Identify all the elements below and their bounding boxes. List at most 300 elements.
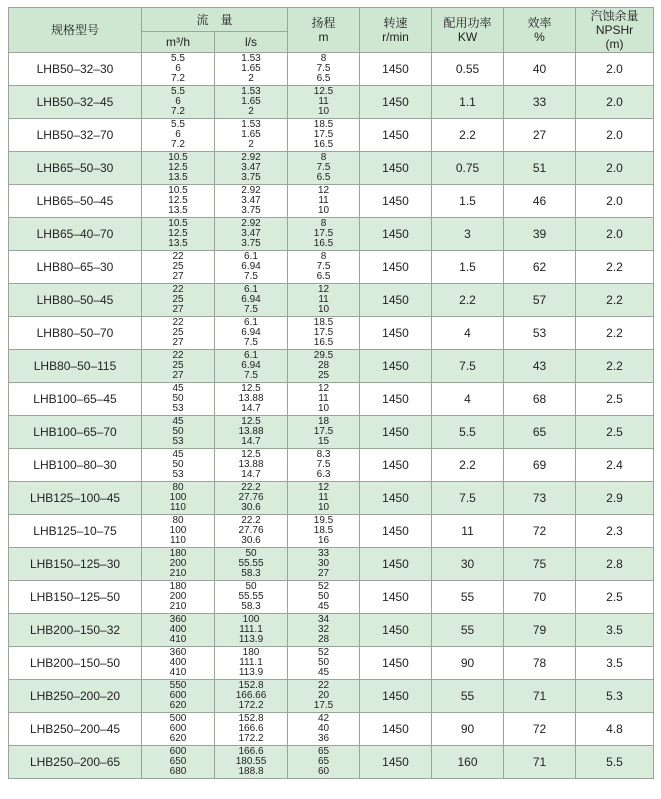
flow-m3h-cell	[142, 284, 215, 317]
table-row	[9, 713, 654, 746]
npsh-cell: 2.0	[576, 152, 654, 185]
efficiency-cell: 79	[504, 614, 576, 647]
header-speed-label: 转速	[383, 16, 408, 30]
pump-spec-table	[8, 7, 654, 779]
flow-m3h-cell	[142, 515, 215, 548]
model-cell: LHB250–200–20	[9, 680, 142, 713]
model-cell: LHB80–50–70	[9, 317, 142, 350]
flow-ls-cell-value: 2	[248, 73, 254, 84]
flow-ls-cell-value: 6.1	[244, 350, 258, 361]
flow-m3h-cell-value: 180	[169, 548, 187, 559]
power-cell: 1.5	[432, 185, 504, 218]
head-cell	[288, 86, 360, 119]
model-cell: LHB200–150–32	[9, 614, 142, 647]
efficiency-cell: 72	[504, 713, 576, 746]
flow-m3h-cell-value: 600	[169, 746, 187, 757]
flow-ls-cell-value: 152.8	[238, 713, 264, 724]
flow-ls-cell-value: 12.5	[241, 449, 261, 460]
head-cell	[288, 548, 360, 581]
npsh-cell: 3.5	[576, 614, 654, 647]
head-cell-value: 12	[317, 185, 330, 196]
flow-m3h-cell-value: 650	[169, 756, 187, 767]
header-npsh-abbr: NPSHr	[595, 23, 634, 37]
head-cell	[288, 680, 360, 713]
power-cell: 4	[432, 383, 504, 416]
flow-m3h-cell-value: 5.5	[171, 86, 185, 97]
table-row	[9, 581, 654, 614]
flow-m3h-cell	[142, 53, 215, 86]
speed-cell: 1450	[360, 152, 432, 185]
power-cell: 90	[432, 713, 504, 746]
efficiency-cell: 46	[504, 185, 576, 218]
flow-ls-cell-value: 1.65	[241, 63, 261, 74]
flow-m3h-cell-value: 53	[172, 469, 184, 480]
flow-ls-cell-value: 2.92	[241, 218, 261, 229]
flow-m3h-cell-value: 22	[172, 284, 184, 295]
flow-m3h-cell	[142, 746, 215, 779]
table-row	[9, 185, 654, 218]
power-cell: 4	[432, 317, 504, 350]
head-cell-value: 65	[317, 756, 330, 767]
flow-ls-cell-value: 6.94	[241, 294, 261, 305]
flow-m3h-cell-value: 500	[169, 713, 187, 724]
table-row	[9, 119, 654, 152]
head-cell	[288, 449, 360, 482]
flow-m3h-cell-value: 22	[172, 317, 184, 328]
speed-cell: 1450	[360, 647, 432, 680]
flow-m3h-cell	[142, 548, 215, 581]
flow-ls-cell-value: 180.55	[235, 756, 267, 767]
head-cell-value: 12.5	[313, 86, 334, 97]
header-head-unit: m	[318, 30, 329, 44]
power-cell: 1.1	[432, 86, 504, 119]
flow-m3h-cell-value: 200	[169, 591, 187, 602]
speed-cell: 1450	[360, 482, 432, 515]
flow-ls-cell-value: 1.53	[241, 53, 261, 64]
head-cell-value: 17.5	[313, 228, 334, 239]
table-row	[9, 449, 654, 482]
flow-ls-cell-value: 3.75	[241, 205, 261, 216]
flow-ls-cell-value: 13.88	[238, 426, 264, 437]
flow-m3h-cell-value: 25	[172, 360, 184, 371]
flow-ls-cell-value: 180	[242, 647, 260, 658]
head-cell-value: 12	[317, 383, 330, 394]
npsh-cell: 2.0	[576, 218, 654, 251]
efficiency-cell: 71	[504, 680, 576, 713]
efficiency-cell: 69	[504, 449, 576, 482]
flow-m3h-cell	[142, 119, 215, 152]
flow-m3h-cell-value: 10.5	[168, 218, 188, 229]
efficiency-cell: 43	[504, 350, 576, 383]
flow-m3h-cell-value: 400	[169, 624, 187, 635]
head-cell-value: 60	[317, 766, 330, 777]
power-cell: 2.2	[432, 284, 504, 317]
npsh-cell: 2.0	[576, 119, 654, 152]
flow-m3h-cell-value: 110	[170, 535, 186, 546]
flow-ls-cell-value: 7.5	[244, 370, 258, 381]
head-cell-value: 7.5	[316, 63, 331, 74]
flow-ls-cell	[215, 152, 288, 185]
model-cell: LHB50–32–70	[9, 119, 142, 152]
flow-m3h-cell-value: 5.5	[171, 53, 185, 64]
model-cell: LHB250–200–65	[9, 746, 142, 779]
head-cell	[288, 350, 360, 383]
header-speed	[360, 8, 432, 53]
efficiency-cell: 70	[504, 581, 576, 614]
flow-m3h-cell-value: 680	[169, 766, 187, 777]
flow-m3h-cell-value: 550	[169, 680, 187, 691]
head-cell-value: 20	[317, 690, 330, 701]
flow-m3h-cell-value: 25	[172, 294, 184, 305]
power-cell: 55	[432, 680, 504, 713]
efficiency-cell: 62	[504, 251, 576, 284]
head-cell	[288, 515, 360, 548]
speed-cell: 1450	[360, 515, 432, 548]
flow-m3h-cell-value: 50	[172, 426, 184, 437]
table-row	[9, 383, 654, 416]
head-cell	[288, 284, 360, 317]
head-cell-value: 42	[317, 713, 330, 724]
flow-m3h-cell	[142, 383, 215, 416]
flow-m3h-cell	[142, 350, 215, 383]
flow-ls-cell-value: 12.5	[241, 383, 261, 394]
table-row	[9, 152, 654, 185]
efficiency-cell: 33	[504, 86, 576, 119]
model-cell: LHB65–50–30	[9, 152, 142, 185]
power-cell: 0.55	[432, 53, 504, 86]
head-cell	[288, 647, 360, 680]
flow-m3h-cell	[142, 416, 215, 449]
flow-m3h-cell-value: 13.5	[168, 172, 188, 183]
head-cell	[288, 251, 360, 284]
head-cell-value: 16	[317, 535, 330, 546]
npsh-cell: 2.2	[576, 317, 654, 350]
npsh-cell: 2.2	[576, 350, 654, 383]
npsh-cell: 2.0	[576, 185, 654, 218]
table-row	[9, 482, 654, 515]
table-row	[9, 746, 654, 779]
head-cell-value: 18.5	[313, 317, 334, 328]
flow-ls-cell-value: 14.7	[241, 403, 261, 414]
flow-m3h-cell-value: 25	[172, 327, 184, 338]
table-row	[9, 614, 654, 647]
flow-m3h-cell-value: 200	[169, 558, 187, 569]
flow-m3h-cell-value: 13.5	[168, 238, 188, 249]
npsh-cell: 2.3	[576, 515, 654, 548]
head-cell-value: 11	[318, 393, 329, 404]
head-cell-value: 16.5	[313, 238, 334, 249]
head-cell-value: 8	[320, 251, 327, 262]
power-cell: 7.5	[432, 482, 504, 515]
header-head-label: 扬程	[311, 16, 336, 30]
flow-ls-cell-value: 2.92	[241, 152, 261, 163]
flow-m3h-cell-value: 110	[170, 502, 186, 513]
flow-ls-cell-value: 166.6	[238, 723, 264, 734]
flow-m3h-cell-value: 5.5	[171, 119, 185, 130]
head-cell-value: 8	[320, 53, 327, 64]
speed-cell: 1450	[360, 218, 432, 251]
head-cell	[288, 185, 360, 218]
flow-m3h-cell-value: 7.2	[171, 139, 185, 150]
speed-cell: 1450	[360, 350, 432, 383]
head-cell-value: 50	[317, 591, 330, 602]
header-flow-m3h: m³/h	[142, 32, 215, 53]
model-cell: LHB100–65–70	[9, 416, 142, 449]
flow-ls-cell-value: 27.76	[238, 525, 264, 536]
flow-m3h-cell	[142, 680, 215, 713]
npsh-cell: 2.5	[576, 416, 654, 449]
head-cell-value: 6.3	[316, 469, 331, 480]
flow-ls-cell	[215, 680, 288, 713]
flow-ls-cell-value: 113.9	[238, 667, 264, 678]
flow-ls-cell-value: 2.92	[241, 185, 261, 196]
head-cell-value: 16.5	[313, 139, 334, 150]
flow-m3h-cell	[142, 218, 215, 251]
flow-ls-cell	[215, 449, 288, 482]
header-flow: 流 量	[142, 8, 288, 32]
flow-m3h-cell-value: 53	[172, 436, 184, 447]
flow-m3h-cell	[142, 614, 215, 647]
flow-m3h-cell-value: 53	[172, 403, 184, 414]
table-row	[9, 284, 654, 317]
head-cell-value: 12	[317, 482, 330, 493]
head-cell-value: 52	[317, 581, 330, 592]
flow-m3h-cell	[142, 251, 215, 284]
model-cell: LHB150–125–50	[9, 581, 142, 614]
model-cell: LHB100–65–45	[9, 383, 142, 416]
npsh-cell: 2.8	[576, 548, 654, 581]
flow-ls-cell	[215, 482, 288, 515]
head-cell	[288, 581, 360, 614]
model-cell: LHB80–65–30	[9, 251, 142, 284]
head-cell-value: 40	[317, 723, 330, 734]
flow-ls-cell-value: 58.3	[241, 568, 261, 579]
head-cell-value: 8	[320, 152, 327, 163]
flow-m3h-cell-value: 45	[172, 449, 184, 460]
header-speed-unit: r/min	[382, 30, 409, 44]
head-cell-value: 11	[318, 294, 329, 305]
flow-m3h-cell-value: 45	[172, 383, 184, 394]
flow-ls-cell-value: 30.6	[241, 535, 261, 546]
npsh-cell: 4.8	[576, 713, 654, 746]
flow-m3h-cell-value: 27	[172, 370, 184, 381]
flow-m3h-cell-value: 7.2	[171, 106, 185, 117]
head-cell-value: 50	[317, 657, 330, 668]
flow-ls-cell-value: 2	[248, 139, 254, 150]
flow-ls-cell-value: 1.65	[241, 96, 261, 107]
table-row	[9, 317, 654, 350]
head-cell	[288, 317, 360, 350]
efficiency-cell: 75	[504, 548, 576, 581]
power-cell: 160	[432, 746, 504, 779]
flow-m3h-cell-value: 50	[172, 393, 184, 404]
flow-ls-cell-value: 111.1	[239, 624, 263, 635]
speed-cell: 1450	[360, 119, 432, 152]
flow-ls-cell-value: 55.55	[238, 591, 264, 602]
header-head	[288, 8, 360, 53]
table-row	[9, 86, 654, 119]
flow-ls-cell-value: 55.55	[238, 558, 264, 569]
head-cell-value: 8	[320, 218, 327, 229]
power-cell: 2.2	[432, 119, 504, 152]
header-power-unit: KW	[457, 30, 478, 44]
flow-ls-cell	[215, 119, 288, 152]
flow-ls-cell-value: 6.94	[241, 360, 261, 371]
flow-m3h-cell-value: 27	[172, 337, 184, 348]
flow-ls-cell-value: 14.7	[241, 436, 261, 447]
efficiency-cell: 73	[504, 482, 576, 515]
npsh-cell: 2.4	[576, 449, 654, 482]
head-cell	[288, 119, 360, 152]
speed-cell: 1450	[360, 251, 432, 284]
flow-m3h-cell-value: 12.5	[168, 195, 188, 206]
flow-ls-cell-value: 111.1	[239, 657, 263, 668]
table-row	[9, 53, 654, 86]
efficiency-cell: 57	[504, 284, 576, 317]
flow-ls-cell-value: 1.53	[241, 86, 261, 97]
flow-m3h-cell-value: 80	[172, 515, 184, 526]
flow-m3h-cell-value: 22	[172, 251, 184, 262]
flow-m3h-cell-value: 600	[169, 690, 187, 701]
flow-m3h-cell	[142, 317, 215, 350]
flow-m3h-cell-value: 210	[169, 568, 187, 579]
header-eff-label: 效率	[527, 16, 552, 30]
head-cell-value: 33	[317, 548, 330, 559]
efficiency-cell: 40	[504, 53, 576, 86]
speed-cell: 1450	[360, 317, 432, 350]
head-cell-value: 10	[317, 106, 330, 117]
flow-ls-cell-value: 188.8	[238, 766, 264, 777]
model-cell: LHB100–80–30	[9, 449, 142, 482]
header-npsh-unit: (m)	[605, 37, 624, 51]
speed-cell: 1450	[360, 680, 432, 713]
power-cell: 7.5	[432, 350, 504, 383]
flow-ls-cell-value: 30.6	[241, 502, 261, 513]
efficiency-cell: 72	[504, 515, 576, 548]
head-cell-value: 11	[318, 195, 329, 206]
table-row	[9, 515, 654, 548]
flow-m3h-cell-value: 620	[169, 733, 187, 744]
flow-ls-cell	[215, 317, 288, 350]
flow-ls-cell-value: 6.1	[244, 251, 258, 262]
flow-ls-cell-value: 152.8	[238, 680, 264, 691]
head-cell-value: 12	[317, 284, 330, 295]
flow-m3h-cell-value: 400	[169, 657, 187, 668]
efficiency-cell: 51	[504, 152, 576, 185]
head-cell-value: 10	[317, 502, 330, 513]
head-cell	[288, 383, 360, 416]
model-cell: LHB50–32–30	[9, 53, 142, 86]
flow-ls-cell-value: 6.1	[244, 284, 258, 295]
head-cell-value: 6.5	[316, 172, 331, 183]
flow-ls-cell-value: 14.7	[241, 469, 261, 480]
flow-ls-cell	[215, 548, 288, 581]
head-cell-value: 25	[317, 370, 330, 381]
head-cell-value: 10	[317, 205, 330, 216]
npsh-cell: 5.3	[576, 680, 654, 713]
flow-m3h-cell	[142, 185, 215, 218]
header-npsh-label: 汽蚀余量	[590, 9, 639, 23]
table-row	[9, 350, 654, 383]
head-cell	[288, 152, 360, 185]
power-cell: 11	[432, 515, 504, 548]
flow-m3h-cell	[142, 482, 215, 515]
flow-ls-cell-value: 3.47	[241, 228, 261, 239]
flow-m3h-cell-value: 12.5	[168, 228, 188, 239]
power-cell: 3	[432, 218, 504, 251]
flow-ls-cell	[215, 350, 288, 383]
flow-m3h-cell-value: 360	[169, 647, 187, 658]
efficiency-cell: 27	[504, 119, 576, 152]
head-cell-value: 7.5	[316, 459, 331, 470]
npsh-cell: 2.2	[576, 284, 654, 317]
head-cell-value: 10	[317, 403, 330, 414]
efficiency-cell: 39	[504, 218, 576, 251]
head-cell-value: 28	[317, 360, 330, 371]
flow-ls-cell-value: 3.47	[241, 195, 261, 206]
model-cell: LHB150–125–30	[9, 548, 142, 581]
head-cell-value: 17.5	[313, 700, 334, 711]
head-cell-value: 30	[317, 558, 330, 569]
efficiency-cell: 65	[504, 416, 576, 449]
flow-ls-cell	[215, 515, 288, 548]
flow-ls-cell	[215, 614, 288, 647]
flow-m3h-cell	[142, 713, 215, 746]
head-cell-value: 17.5	[313, 129, 334, 140]
flow-ls-cell-value: 7.5	[244, 304, 258, 315]
flow-ls-cell-value: 3.75	[241, 238, 261, 249]
flow-ls-cell-value: 166.6	[238, 746, 264, 757]
flow-ls-cell	[215, 416, 288, 449]
model-cell: LHB250–200–45	[9, 713, 142, 746]
head-cell-value: 7.5	[316, 261, 331, 272]
flow-ls-cell-value: 22.2	[241, 482, 261, 493]
head-cell-value: 8.3	[316, 449, 331, 460]
head-cell-value: 27	[317, 568, 330, 579]
flow-m3h-cell-value: 620	[169, 700, 187, 711]
table-row	[9, 218, 654, 251]
power-cell: 55	[432, 581, 504, 614]
flow-ls-cell-value: 6.94	[241, 327, 261, 338]
head-cell-value: 10	[317, 304, 330, 315]
flow-m3h-cell-value: 25	[172, 261, 184, 272]
flow-m3h-cell-value: 45	[172, 416, 184, 427]
head-cell-value: 11	[318, 96, 329, 107]
npsh-cell: 2.5	[576, 581, 654, 614]
flow-m3h-cell-value: 600	[169, 723, 187, 734]
head-cell-value: 15	[317, 436, 330, 447]
speed-cell: 1450	[360, 185, 432, 218]
head-cell	[288, 482, 360, 515]
flow-m3h-cell-value: 12.5	[168, 162, 188, 173]
flow-ls-cell-value: 6.94	[241, 261, 261, 272]
npsh-cell: 2.0	[576, 53, 654, 86]
flow-ls-cell	[215, 746, 288, 779]
flow-m3h-cell-value: 50	[172, 459, 184, 470]
head-cell-value: 22	[317, 680, 330, 691]
head-cell	[288, 53, 360, 86]
model-cell: LHB125–10–75	[9, 515, 142, 548]
flow-ls-cell	[215, 581, 288, 614]
speed-cell: 1450	[360, 614, 432, 647]
head-cell	[288, 416, 360, 449]
flow-m3h-cell-value: 10.5	[168, 152, 188, 163]
npsh-cell: 2.2	[576, 251, 654, 284]
flow-m3h-cell	[142, 86, 215, 119]
flow-m3h-cell-value: 22	[172, 350, 184, 361]
flow-ls-cell-value: 50	[245, 581, 257, 592]
flow-m3h-cell-value: 410	[169, 634, 187, 645]
